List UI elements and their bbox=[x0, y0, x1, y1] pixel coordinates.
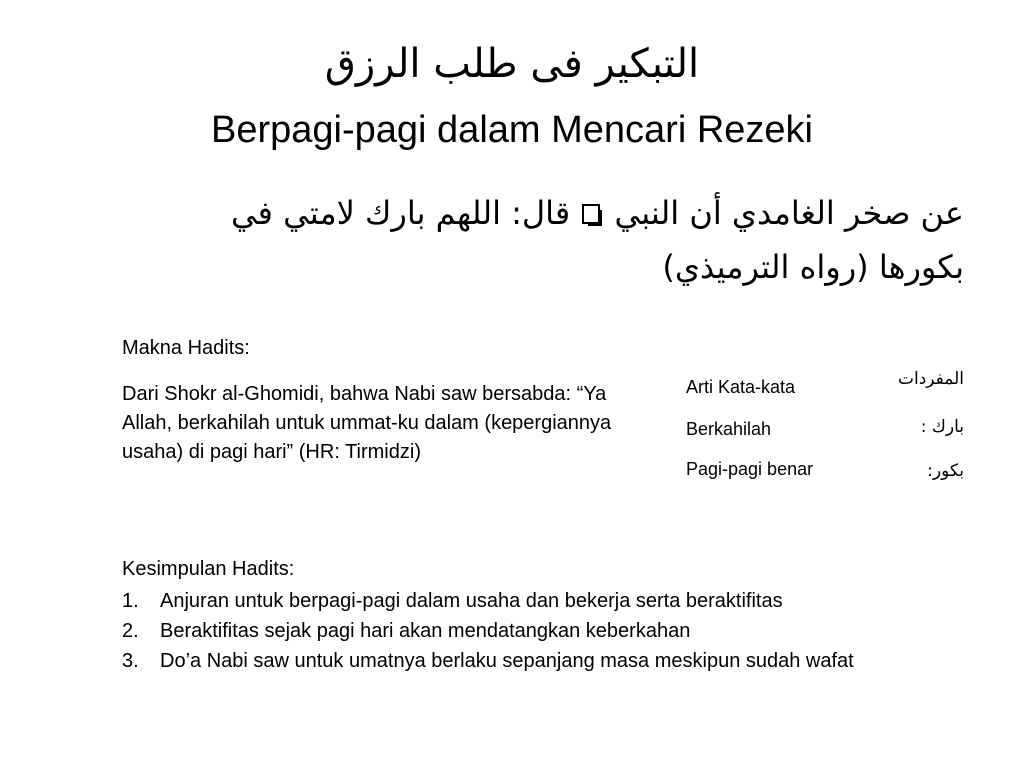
vocab-row-2-arabic: بكور: bbox=[927, 461, 964, 481]
vocab-header-indonesian: Arti Kata-kata bbox=[686, 377, 796, 397]
list-item-number: 2. bbox=[122, 620, 139, 642]
vocab-row-1-indonesian: Berkahilah bbox=[686, 419, 772, 439]
hadith-line1-part1: عن صخر الغامدي أن النبي bbox=[614, 194, 964, 232]
list-item-number: 3. bbox=[122, 650, 139, 672]
hadith-line2: بكورها (رواه الترميذي) bbox=[662, 248, 964, 286]
title-arabic: التبكير فى طلب الرزق bbox=[324, 41, 700, 87]
list-item bbox=[122, 586, 982, 616]
vocab-row-1-arabic: بارك : bbox=[920, 417, 964, 437]
makna-body: Dari Shokr al-Ghomidi, bahwa Nabi saw bersabda: “Ya Allah, berkahilah untuk ummat-ku dalam (kepergiannya usaha) di pagi hari” (HR: Tirmidzi) bbox=[122, 383, 612, 463]
list-item bbox=[122, 646, 950, 676]
kesimpulan-list bbox=[122, 586, 982, 676]
list-item bbox=[122, 616, 982, 646]
makna-heading: Makna Hadits: bbox=[122, 337, 250, 359]
vocab-row-2-indonesian: Pagi-pagi benar bbox=[686, 459, 814, 479]
hadith-arabic-text bbox=[124, 186, 964, 294]
hadith-line1-part2: قال: اللهم بارك لامتي في bbox=[230, 194, 571, 232]
salawat-symbol-icon bbox=[582, 204, 602, 226]
kesimpulan-heading: Kesimpulan Hadits: bbox=[122, 558, 295, 580]
title-indonesian: Berpagi-pagi dalam Mencari Rezeki bbox=[211, 109, 813, 151]
list-item-text: Beraktifitas sejak pagi hari akan mendatangkan keberkahan bbox=[160, 620, 691, 642]
list-item-text: Anjuran untuk berpagi-pagi dalam usaha dan bekerja serta beraktifitas bbox=[160, 590, 783, 612]
vocab-header-arabic: المفردات bbox=[897, 369, 964, 389]
list-item-text: Do’a Nabi saw untuk umatnya berlaku sepanjang masa meskipun sudah wafat bbox=[160, 650, 854, 672]
list-item-number: 1. bbox=[122, 590, 139, 612]
